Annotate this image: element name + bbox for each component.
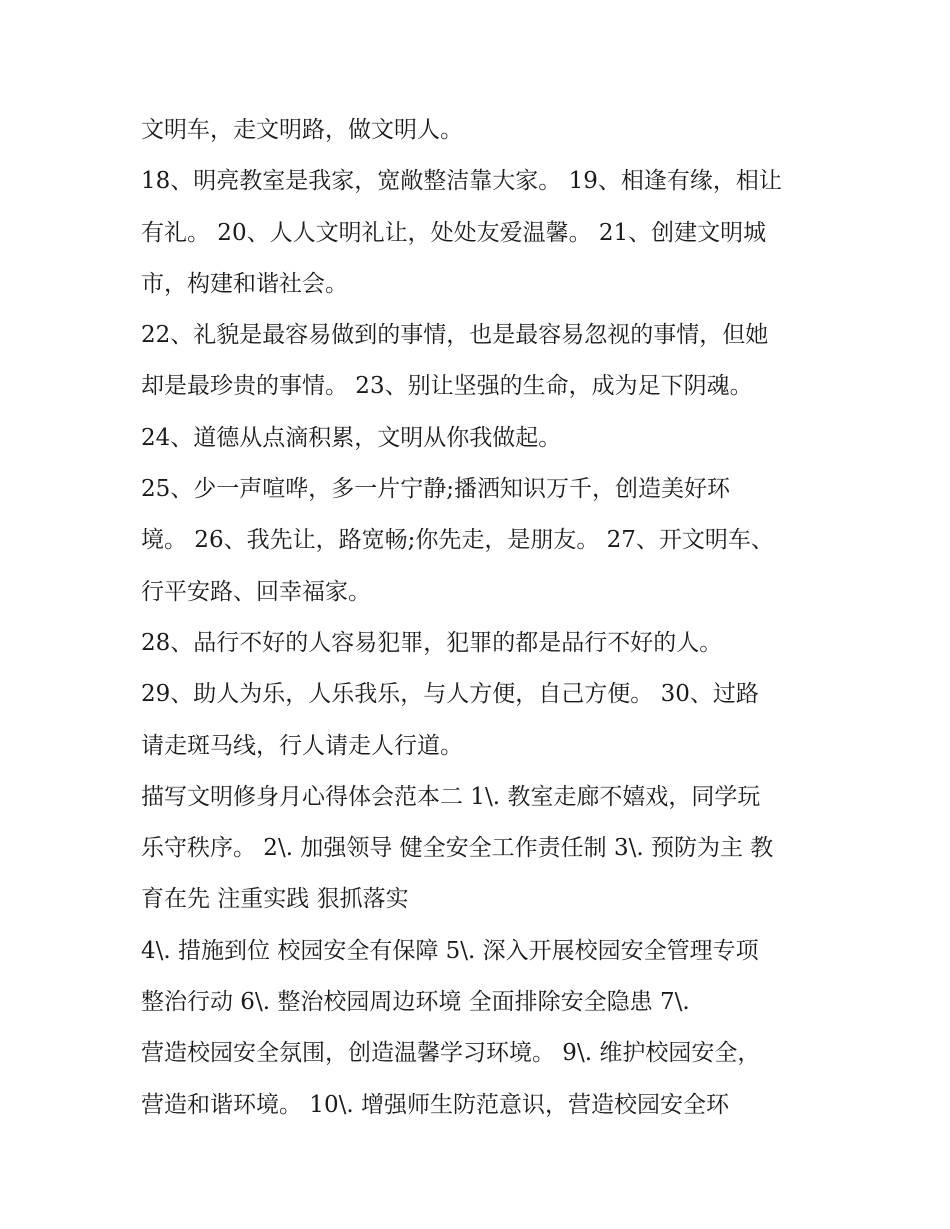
text-line: 28、品行不好的人容易犯罪，犯罪的都是品行不好的人。 [141,629,723,656]
text-line: 行平安路、回幸福家。 [141,578,371,605]
text-line: 22、礼貌是最容易做到的事情，也是最容易忽视的事情，但她 [141,322,769,349]
text-line: 25、少一声喧哗，多一片宁静;播洒知识万千，创造美好环 [141,476,731,503]
text-line: 24、道德从点滴积累，文明从你我做起。 [141,424,562,451]
text-line: 有礼。 20、人人文明礼让，处处友爱温馨。 21、创建文明城 [141,219,767,246]
text-line: 营造校园安全氛围，创造温馨学习环境。 9\. 维护校园安全， [141,1040,761,1067]
text-line: 育在先 注重实践 狠抓落实 [141,886,409,913]
text-line: 请走斑马线，行人请走人行道。 [141,732,463,759]
text-line: 4\. 措施到位 校园安全有保障 5\. 深入开展校园安全管理专项 [141,937,759,964]
text-line: 市，构建和谐社会。 [141,270,348,297]
text-line: 境。 26、我先让，路宽畅;你先走，是朋友。 27、开文明车、 [141,527,774,554]
text-line: 18、明亮教室是我家，宽敞整洁靠大家。 19、相逢有缘，相让 [141,168,782,195]
text-line: 文明车，走文明路，做文明人。 [141,117,463,143]
text-line: 营造和谐环境。 10\. 增强师生防范意识，营造校园安全环 [141,1091,729,1118]
text-line: 描写文明修身月心得体会范本二 1\. 教室走廊不嬉戏，同学玩 [141,783,761,810]
text-line: 29、助人为乐，人乐我乐，与人方便，自己方便。 30、过路 [141,681,759,708]
text-line: 却是最珍贵的事情。 23、别让坚强的生命，成为足下阴魂。 [141,373,753,400]
text-line: 整治行动 6\. 整治校园周边环境 全面排除安全隐患 7\. [141,989,690,1016]
document-body [141,108,821,1134]
text-line: 乐守秩序。 2\. 加强领导 健全安全工作责任制 3\. 预防为主 教 [141,835,774,862]
